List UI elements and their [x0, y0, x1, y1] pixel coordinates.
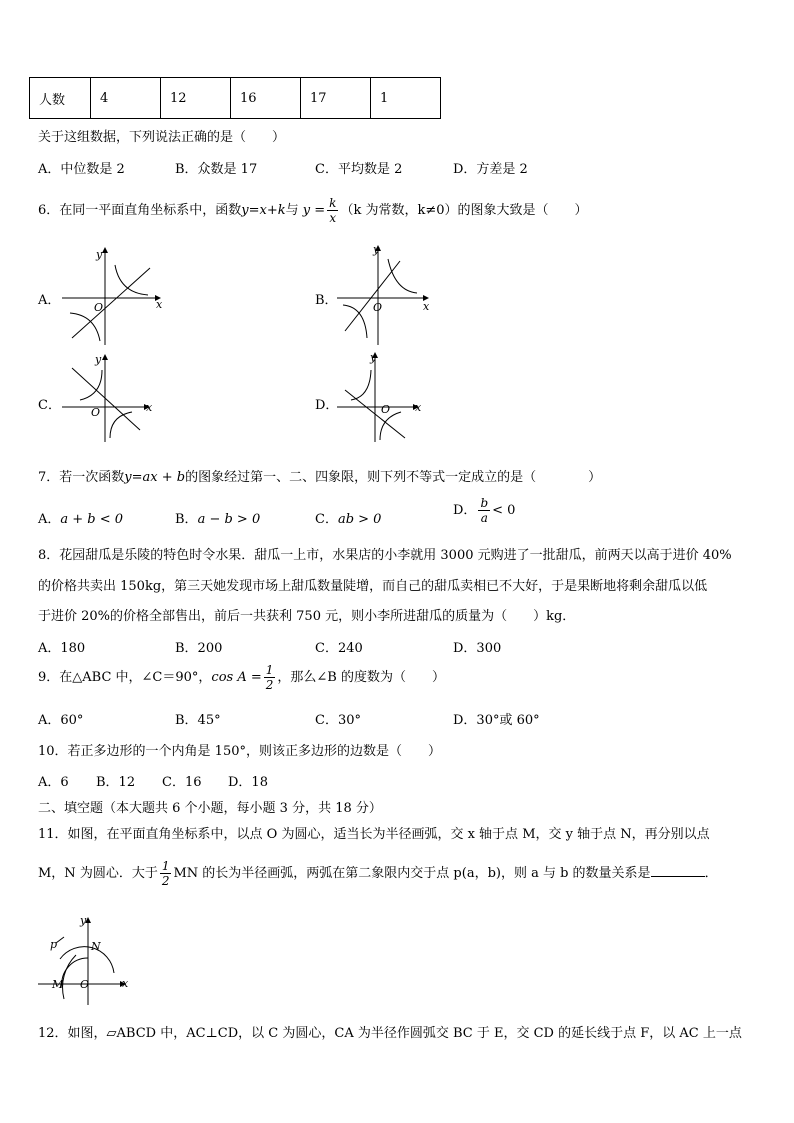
q7-option-d-label: D．	[453, 503, 477, 518]
q6-stem-start: 6．在同一平面直角坐标系中，函数	[38, 203, 242, 218]
y-axis-label: y	[373, 243, 380, 256]
origin-label: O	[381, 403, 391, 416]
q6-graph-a	[60, 243, 165, 348]
q8-option-d: D．300	[453, 641, 502, 656]
q7-option-a-label: A．	[38, 512, 61, 527]
q10-option-c: C．16	[162, 775, 202, 790]
q9-fraction	[264, 663, 276, 692]
table-cell: 16	[231, 78, 301, 119]
answer-blank	[651, 864, 705, 877]
q9-stem-end: ，那么∠B 的度数为（ ）	[277, 670, 445, 685]
q6-frac-num: k	[329, 196, 337, 210]
y-axis-label: y	[95, 353, 102, 366]
q6-frac-den: x	[329, 211, 337, 225]
q7-stem-start: 7．若一次函数	[38, 470, 125, 485]
q5-option-a: A．中位数是 2	[38, 162, 125, 177]
x-axis-label: x	[423, 300, 430, 313]
q10-stem: 10．若正多边形的一个内角是 150°，则该正多边形的边数是（ ）	[38, 744, 441, 759]
q8-option-c: C．240	[315, 641, 363, 656]
q6-label-d: D．	[315, 398, 339, 413]
q7-stem-end: 的图象经过第一、二、四象限，则下列不等式一定成立的是（ ）	[185, 470, 602, 485]
q7-option-c	[315, 508, 381, 527]
q5-stem: 关于这组数据，下列说法正确的是（ ）	[38, 130, 286, 145]
q7-option-a	[38, 508, 123, 527]
x-axis-label: x	[415, 401, 422, 414]
q9-option-d: D．30°或 60°	[453, 713, 540, 728]
q8-option-a: A．180	[38, 641, 86, 656]
q11-frac-num: 1	[161, 859, 170, 873]
point-n-label: N	[91, 940, 101, 953]
table-cell: 12	[161, 78, 231, 119]
q7-option-b-label: B．	[175, 512, 198, 527]
q7-frac-den: a	[480, 511, 488, 525]
q5-option-c: C．平均数是 2	[315, 162, 403, 177]
table-cell: 1	[371, 78, 441, 119]
q10-option-a: A．6	[38, 775, 69, 790]
origin-label: O	[94, 301, 104, 314]
q6-stem-end: （k 为常数，k≠0）的图象大致是（ ）	[340, 203, 588, 218]
q5-option-b: B．众数是 17	[175, 162, 258, 177]
q8-line-3: 于进价 20%的价格全部售出，前后一共获利 750 元，则小李所进甜瓜的质量为（ ）kg．	[38, 609, 576, 624]
q6-graph-c	[60, 350, 165, 445]
q8-option-b: B．200	[175, 641, 223, 656]
table-cell: 17	[301, 78, 371, 119]
q6-label-a: A．	[38, 293, 61, 308]
q7-option-d	[453, 496, 515, 525]
q7-option-c-label: C．	[315, 512, 338, 527]
table-row	[30, 78, 441, 119]
q7-option-c-expr: ab > 0	[337, 512, 382, 527]
q11-line2-end: ．	[704, 866, 718, 881]
x-axis-label: x	[122, 977, 129, 990]
q11-line-2	[38, 859, 718, 889]
q7-option-b-expr: a − b > 0	[197, 512, 261, 527]
q9-option-b: B．45°	[175, 713, 221, 728]
q11-frac-den: 2	[161, 874, 170, 888]
q10-option-d: D．18	[228, 775, 268, 790]
q7-frac-num: b	[480, 496, 489, 510]
q9-option-c: C．30°	[315, 713, 361, 728]
x-axis-label: x	[146, 401, 153, 414]
q6-fraction	[327, 196, 338, 225]
q9-cos: cos A =	[211, 670, 262, 685]
q11-figure	[36, 915, 136, 1007]
table-header-cell: 人数	[30, 78, 91, 119]
q6-label-c: C．	[38, 398, 61, 413]
point-m-label: M	[52, 978, 64, 991]
q11-line2-start: M，N 为圆心．大于	[38, 866, 158, 881]
origin-label: O	[373, 301, 383, 314]
q7-option-b	[175, 508, 260, 527]
q9-option-a: A．60°	[38, 713, 84, 728]
q9-stem	[38, 663, 445, 693]
q9-frac-num: 1	[265, 663, 274, 677]
q8-line-1: 8．花园甜瓜是乐陵的特色时令水果．甜瓜一上市，水果店的小李就用 3000 元购进了一批甜瓜，前两天以高于进价 40%	[38, 548, 732, 563]
q11-fraction	[160, 859, 172, 888]
q10-option-b: B．12	[96, 775, 136, 790]
q6-label-b: B．	[315, 293, 338, 308]
q9-stem-start: 9．在△ABC 中，∠C＝90°，	[38, 670, 212, 685]
q6-stem	[38, 196, 588, 226]
q12-text: 12．如图，▱ABCD 中，AC⊥CD，以 C 为圆心，CA 为半径作圆弧交 BC 于 E，交 CD 的延长线于点 F，以 AC 上一点	[38, 1026, 742, 1041]
origin-label: O	[91, 406, 101, 419]
q5-option-d: D．方差是 2	[453, 162, 528, 177]
point-p-label: p	[50, 938, 58, 951]
q11-line-1: 11．如图，在平面直角坐标系中，以点 O 为圆心，适当长为半径画弧，交 x 轴于点 M，交 y 轴于点 N，再分别以点	[38, 827, 710, 842]
q6-graph-b	[335, 243, 440, 348]
y-axis-label: y	[370, 351, 377, 364]
q8-line-2: 的价格共卖出 150kg，第三天她发现市场上甜瓜数量陡增，而自己的甜瓜卖相已不大好，于是果断地将剩余甜瓜以低	[38, 579, 708, 594]
q6-func1: y=x+k	[241, 203, 286, 218]
q6-graph-d	[335, 350, 440, 445]
x-axis-label: x	[156, 298, 163, 311]
origin-label: O	[80, 978, 90, 991]
q7-option-d-fraction	[478, 496, 490, 525]
q6-mid: 与	[285, 203, 299, 218]
q11-line2-mid: MN 的长为半径画弧，两弧在第二象限内交于点 p(a，b)，则 a 与 b 的数量关系是	[173, 866, 651, 881]
q9-frac-den: 2	[265, 678, 274, 692]
q7-option-a-expr: a + b < 0	[60, 512, 124, 527]
q6-lhs: y =	[302, 203, 326, 218]
q7-stem	[38, 466, 601, 485]
q7-frac-tail: < 0	[492, 503, 516, 518]
y-axis-label: y	[96, 248, 103, 261]
frequency-table	[29, 77, 441, 119]
y-axis-label: y	[80, 915, 87, 927]
q7-func: y=ax + b	[124, 470, 186, 485]
section-title: 二、填空题（本大题共 6 个小题，每小题 3 分，共 18 分）	[38, 801, 382, 816]
table-cell: 4	[91, 78, 161, 119]
